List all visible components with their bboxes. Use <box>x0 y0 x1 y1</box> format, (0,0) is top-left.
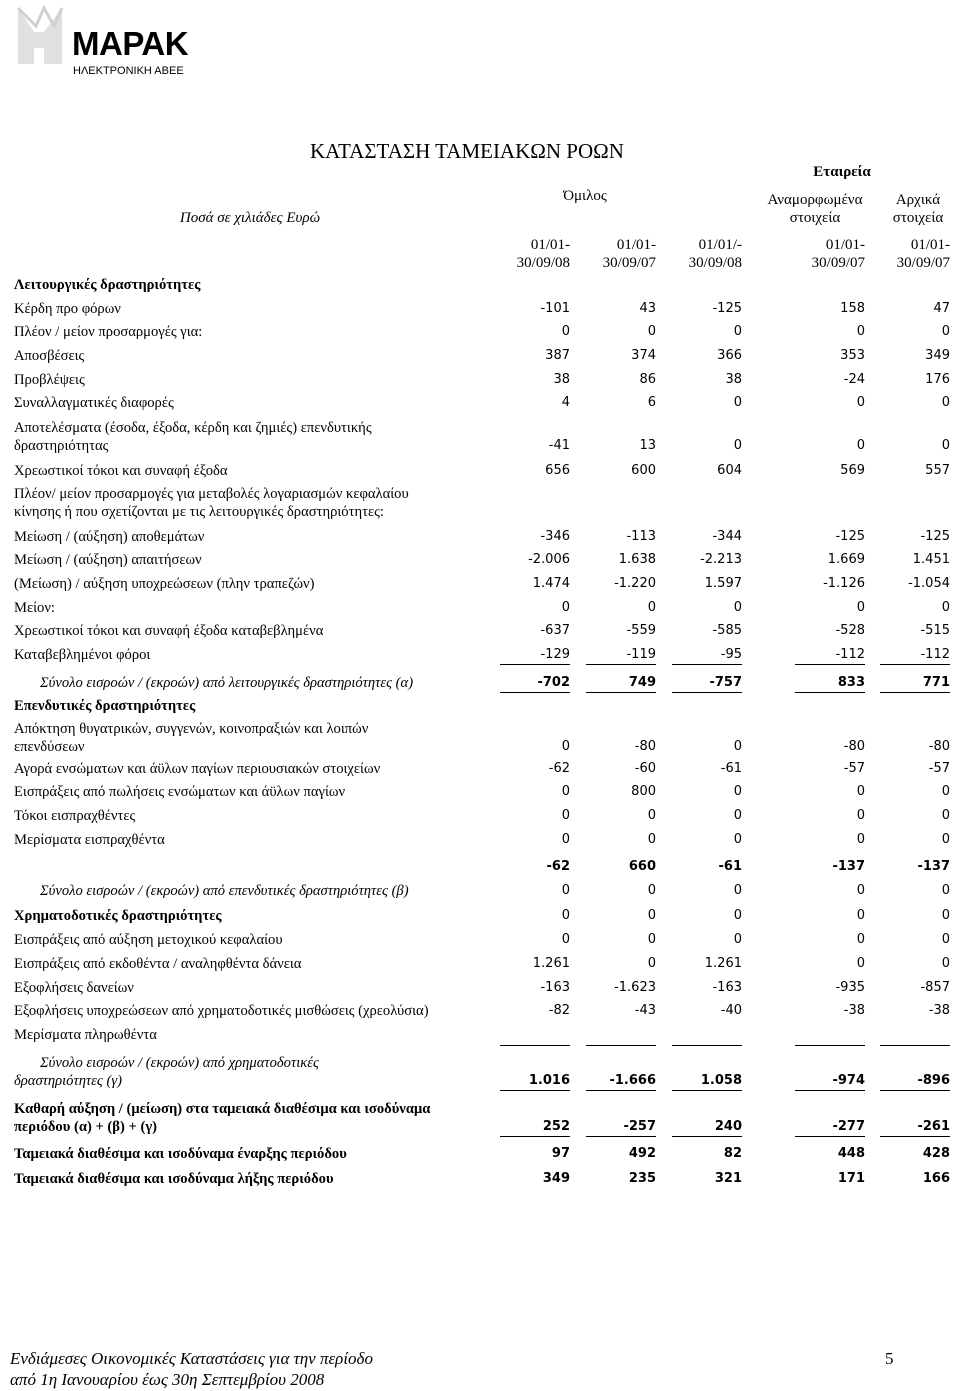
row-value: 1.058 <box>700 1073 742 1088</box>
original-label: Αρχικά στοιχεία <box>892 192 944 226</box>
row-value: -1.623 <box>614 980 656 995</box>
row-value: 0 <box>941 808 950 823</box>
col-header-1: 01/01- 30/09/07 <box>602 237 656 271</box>
row-value: -80 <box>634 739 656 754</box>
row-value: 0 <box>941 600 950 615</box>
row-value: -40 <box>720 1003 742 1018</box>
row-value: -41 <box>548 438 570 453</box>
row-value: 0 <box>941 908 950 923</box>
row-value: -1.126 <box>823 576 865 591</box>
row-value: 0 <box>561 324 570 339</box>
row-value: 1.597 <box>704 576 742 591</box>
total-underline <box>672 692 742 693</box>
row-value: 0 <box>647 600 656 615</box>
row-value: 0 <box>647 832 656 847</box>
row-value: 0 <box>941 438 950 453</box>
row-value: -61 <box>718 859 742 874</box>
row-value: 428 <box>922 1146 950 1161</box>
row-value: 0 <box>733 883 742 898</box>
row-value: -528 <box>835 623 865 638</box>
row-label: Συναλλαγματικές διαφορές <box>14 395 174 411</box>
row-value: -559 <box>626 623 656 638</box>
row-value: 240 <box>714 1119 742 1134</box>
row-value: 0 <box>941 883 950 898</box>
total-underline <box>586 1136 656 1137</box>
row-value: 0 <box>856 956 865 971</box>
row-value: 0 <box>733 808 742 823</box>
row-value: 349 <box>542 1171 570 1186</box>
row-value: 800 <box>631 784 656 799</box>
row-value: -1.054 <box>908 576 950 591</box>
row-label: Ταμειακά διαθέσιμα και ισοδύναμα έναρξης περιόδου <box>14 1146 347 1162</box>
row-value: 235 <box>628 1171 656 1186</box>
row-value: 0 <box>733 932 742 947</box>
row-value: 0 <box>856 932 865 947</box>
row-label: Εισπράξεις από αύξηση μετοχικού κεφαλαίου <box>14 932 283 948</box>
row-label: Μείωση / (αύξηση) αποθεμάτων <box>14 529 205 545</box>
total-underline <box>586 664 656 665</box>
row-label: Αποτελέσματα (έσοδα, έξοδα, κέρδη και ζημιές) επενδυτικής δραστηριότητας <box>14 420 372 454</box>
row-value: 1.261 <box>704 956 742 971</box>
row-label: Αποσβέσεις <box>14 348 85 364</box>
row-value: -2.213 <box>700 552 742 567</box>
total-underline <box>586 692 656 693</box>
row-value: 176 <box>925 372 950 387</box>
total-underline <box>500 664 570 665</box>
row-label: Λειτουργικές δραστηριότητες <box>14 277 201 293</box>
row-value: 0 <box>733 908 742 923</box>
row-value: -129 <box>540 647 570 662</box>
row-value: -277 <box>832 1119 865 1134</box>
total-underline <box>672 1045 742 1046</box>
row-value: -80 <box>843 739 865 754</box>
row-value: 97 <box>551 1146 570 1161</box>
row-value: -344 <box>712 529 742 544</box>
row-value: 0 <box>733 832 742 847</box>
row-value: 600 <box>631 463 656 478</box>
row-value: -24 <box>843 372 865 387</box>
row-label: Χρηματοδοτικές δραστηριότητες <box>14 908 222 924</box>
total-underline <box>586 1090 656 1091</box>
row-value: -80 <box>928 739 950 754</box>
row-value: 833 <box>837 675 865 690</box>
row-value: -896 <box>917 1073 950 1088</box>
row-value: 0 <box>856 600 865 615</box>
row-value: -935 <box>835 980 865 995</box>
row-label: Καθαρή αύξηση / (μείωση) στα ταμειακά διαθέσιμα και ισοδύναμα περιόδου (α) + (β) + (γ) <box>14 1101 431 1135</box>
row-value: 86 <box>639 372 656 387</box>
total-underline <box>672 664 742 665</box>
row-value: 4 <box>561 395 570 410</box>
logo-subtitle: ΗΛΕΚΤΡΟΝΙΚΗ ΑΒΕΕ <box>73 65 184 77</box>
row-label: Προβλέψεις <box>14 372 85 388</box>
row-value: 1.474 <box>532 576 570 591</box>
row-label: Σύνολο εισροών / (εκροών) από λειτουργικές δραστηριότητες (α) <box>40 675 414 691</box>
row-value: -163 <box>540 980 570 995</box>
row-value: 0 <box>733 438 742 453</box>
row-value: 604 <box>717 463 742 478</box>
row-value: 0 <box>733 739 742 754</box>
row-value: 0 <box>561 739 570 754</box>
row-value: 1.261 <box>532 956 570 971</box>
row-value: -113 <box>626 529 656 544</box>
row-value: -974 <box>832 1073 865 1088</box>
row-value: 1.016 <box>528 1073 570 1088</box>
row-value: 0 <box>856 908 865 923</box>
row-value: 0 <box>561 832 570 847</box>
col-header-2: 01/01/- 30/09/08 <box>688 237 742 271</box>
row-label: (Μείωση) / αύξηση υποχρεώσεων (πλην τραπεζών) <box>14 576 315 592</box>
total-underline <box>880 692 950 693</box>
row-value: 166 <box>922 1171 950 1186</box>
row-value: 0 <box>856 808 865 823</box>
row-label: Απόκτηση θυγατρικών, συγγενών, κοινοπραξιών και λοιπών επενδύσεων <box>14 721 369 755</box>
row-value: -62 <box>546 859 570 874</box>
row-value: -60 <box>634 761 656 776</box>
total-underline <box>500 692 570 693</box>
row-value: 656 <box>545 463 570 478</box>
total-underline <box>795 692 865 693</box>
row-label: Τόκοι εισπραχθέντες <box>14 808 136 824</box>
row-value: -38 <box>843 1003 865 1018</box>
row-value: -163 <box>712 980 742 995</box>
row-value: 38 <box>725 372 742 387</box>
row-label: Χρεωστικοί τόκοι και συναφή έξοδα καταβεβλημένα <box>14 623 324 639</box>
row-value: -637 <box>540 623 570 638</box>
row-label: Εξοφλήσεις δανείων <box>14 980 134 996</box>
row-label: Επενδυτικές δραστηριότητες <box>14 698 196 714</box>
row-value: 0 <box>647 956 656 971</box>
row-value: 557 <box>925 463 950 478</box>
row-value: -38 <box>928 1003 950 1018</box>
col-header-0: 01/01- 30/09/08 <box>516 237 570 271</box>
row-value: -1.666 <box>609 1073 656 1088</box>
logo-name: ΜΑΡΑΚ <box>72 25 189 62</box>
row-value: 448 <box>837 1146 865 1161</box>
page-number: 5 <box>885 1349 894 1368</box>
row-value: 38 <box>553 372 570 387</box>
row-label: Εξοφλήσεις υποχρεώσεων από χρηματοδοτικές μισθώσεις (χρεολύσια) <box>14 1003 429 1019</box>
total-underline <box>500 1136 570 1137</box>
total-underline <box>880 1136 950 1137</box>
row-value: 0 <box>647 808 656 823</box>
row-value: 0 <box>856 784 865 799</box>
row-value: -125 <box>835 529 865 544</box>
row-value: -95 <box>720 647 742 662</box>
row-label: Αγορά ενσώματων και άϋλων παγίων περιουσιακών στοιχείων <box>14 761 381 777</box>
row-value: -61 <box>720 761 742 776</box>
row-value: 171 <box>837 1171 865 1186</box>
row-value: -515 <box>920 623 950 638</box>
row-label: Καταβεβλημένοι φόροι <box>14 647 151 663</box>
row-value: 0 <box>941 395 950 410</box>
row-value: 0 <box>561 908 570 923</box>
row-value: 771 <box>922 675 950 690</box>
total-underline <box>795 1090 865 1091</box>
row-value: -137 <box>917 859 950 874</box>
group-header: Όμιλος <box>563 188 607 204</box>
footer-line-2: από 1η Ιανουαρίου έως 30η Σεπτεμβρίου 2008 <box>10 1370 325 1389</box>
row-value: -43 <box>634 1003 656 1018</box>
row-label: Μείωση / (αύξηση) απαιτήσεων <box>14 552 202 568</box>
row-value: -112 <box>920 647 950 662</box>
row-value: 349 <box>925 348 950 363</box>
row-value: 353 <box>840 348 865 363</box>
row-label: Χρεωστικοί τόκοι και συναφή έξοδα <box>14 463 228 479</box>
row-label: Σύνολο εισροών / (εκροών) από χρηματοδοτικές δραστηριότητες (γ) <box>14 1055 319 1089</box>
row-value: 660 <box>628 859 656 874</box>
row-value: 0 <box>856 438 865 453</box>
row-value: 387 <box>545 348 570 363</box>
row-value: -346 <box>540 529 570 544</box>
company-header: Εταιρεία <box>813 164 871 180</box>
row-value: 0 <box>856 832 865 847</box>
row-label: Μερίσματα εισπραχθέντα <box>14 832 165 848</box>
row-value: -137 <box>832 859 865 874</box>
row-value: -261 <box>917 1119 950 1134</box>
row-label: Ταμειακά διαθέσιμα και ισοδύναμα λήξης περιόδου <box>14 1171 334 1187</box>
col-header-3: 01/01- 30/09/07 <box>811 237 865 271</box>
row-value: 82 <box>723 1146 742 1161</box>
row-label: Εισπράξεις από εκδοθέντα / αναληφθέντα δάνεια <box>14 956 302 972</box>
row-value: 0 <box>941 832 950 847</box>
row-value: 0 <box>733 784 742 799</box>
row-value: 492 <box>628 1146 656 1161</box>
total-underline <box>880 1090 950 1091</box>
col-header-4: 01/01- 30/09/07 <box>896 237 950 271</box>
row-value: -57 <box>843 761 865 776</box>
row-label: Κέρδη προ φόρων <box>14 301 121 317</box>
row-label: Πλέον / μείον προσαρμογές για: <box>14 324 203 340</box>
row-value: 0 <box>733 395 742 410</box>
row-value: -757 <box>709 675 742 690</box>
row-value: 1.638 <box>618 552 656 567</box>
row-value: -857 <box>920 980 950 995</box>
row-value: -62 <box>548 761 570 776</box>
row-value: -257 <box>623 1119 656 1134</box>
row-value: 749 <box>628 675 656 690</box>
row-value: 43 <box>639 301 656 316</box>
row-value: 0 <box>856 883 865 898</box>
row-value: 569 <box>840 463 865 478</box>
restated-label: Αναμορφωμένα στοιχεία <box>767 192 863 226</box>
row-value: -585 <box>712 623 742 638</box>
row-value: 0 <box>733 324 742 339</box>
row-value: -1.220 <box>614 576 656 591</box>
row-value: -702 <box>537 675 570 690</box>
row-value: 0 <box>941 932 950 947</box>
total-underline <box>880 664 950 665</box>
row-value: 158 <box>840 301 865 316</box>
row-value: 0 <box>856 395 865 410</box>
row-value: 1.451 <box>912 552 950 567</box>
row-value: 0 <box>647 324 656 339</box>
total-underline <box>500 1090 570 1091</box>
total-underline <box>672 1090 742 1091</box>
row-value: 252 <box>542 1119 570 1134</box>
total-underline <box>795 1136 865 1137</box>
row-value: -2.006 <box>528 552 570 567</box>
row-label: Μείον: <box>14 600 55 616</box>
row-value: 0 <box>647 932 656 947</box>
row-value: 0 <box>647 883 656 898</box>
row-value: 6 <box>647 395 656 410</box>
row-value: 0 <box>941 956 950 971</box>
row-value: -82 <box>548 1003 570 1018</box>
row-label: Μερίσματα πληρωθέντα <box>14 1027 157 1043</box>
row-value: 0 <box>561 784 570 799</box>
total-underline <box>795 1045 865 1046</box>
row-value: 0 <box>941 324 950 339</box>
row-label: Σύνολο εισροών / (εκροών) από επενδυτικές δραστηριότητες (β) <box>40 883 409 899</box>
row-value: -125 <box>920 529 950 544</box>
row-value: -125 <box>712 301 742 316</box>
row-value: 0 <box>561 883 570 898</box>
total-underline <box>500 1045 570 1046</box>
page-title: ΚΑΤΑΣΤΑΣΗ ΤΑΜΕΙΑΚΩΝ ΡΟΩΝ <box>310 139 624 163</box>
row-value: 0 <box>733 600 742 615</box>
total-underline <box>795 664 865 665</box>
row-value: 0 <box>856 324 865 339</box>
row-value: -101 <box>540 301 570 316</box>
row-value: 47 <box>933 301 950 316</box>
total-underline <box>586 1045 656 1046</box>
total-underline <box>880 1045 950 1046</box>
row-value: 13 <box>639 438 656 453</box>
row-value: 0 <box>561 932 570 947</box>
row-label: Πλέον/ μείον προσαρμογές για μεταβολές λογαριασμών κεφαλαίου κίνησης ή που σχετίζονται με τις λειτουργικές δραστηριότητες: <box>14 486 409 520</box>
row-value: -57 <box>928 761 950 776</box>
row-label: Εισπράξεις από πωλήσεις ενσώματων και άϋλων παγίων <box>14 784 346 800</box>
row-value: -119 <box>626 647 656 662</box>
total-underline <box>672 1136 742 1137</box>
row-value: 366 <box>717 348 742 363</box>
amounts-label: Ποσά σε χιλιάδες Ευρώ <box>179 210 321 226</box>
row-value: 1.669 <box>827 552 865 567</box>
row-value: 321 <box>714 1171 742 1186</box>
row-value: 0 <box>561 600 570 615</box>
row-value: 0 <box>561 808 570 823</box>
row-value: 374 <box>631 348 656 363</box>
row-value: 0 <box>941 784 950 799</box>
row-value: -112 <box>835 647 865 662</box>
row-value: 0 <box>647 908 656 923</box>
footer-line-1: Ενδιάμεσες Οικονομικές Καταστάσεις για την περίοδο <box>10 1349 373 1368</box>
